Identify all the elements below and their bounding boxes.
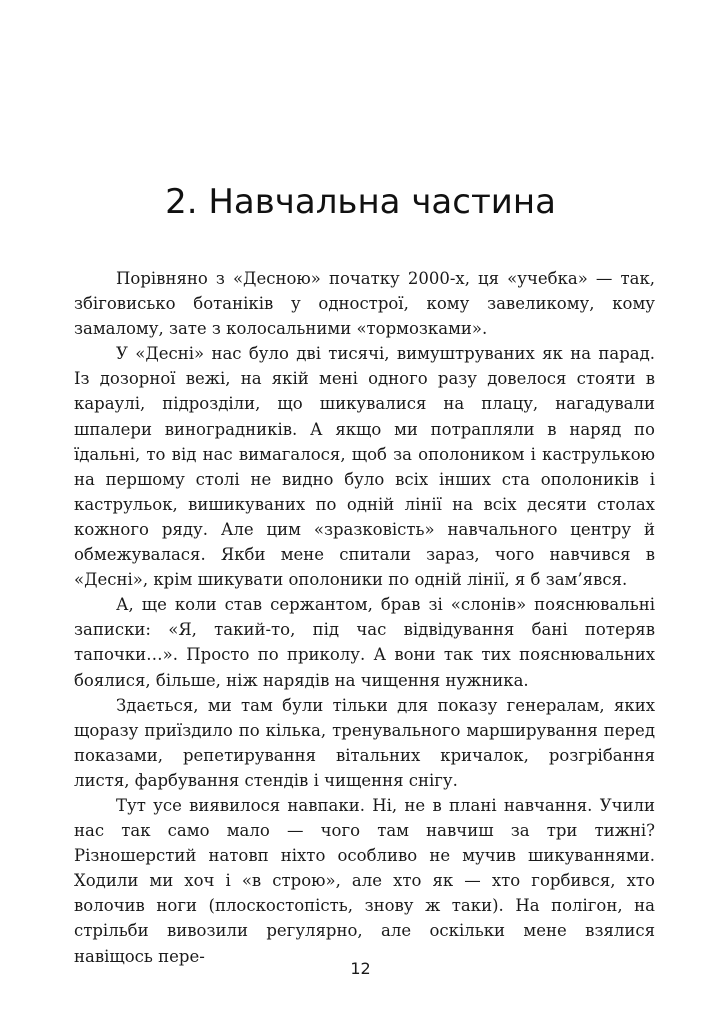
paragraph: Порівняно з «Десною» початку 2000-х, ця «учебка» — так, збіговисько ботаніків у однострої, кому завеликому, кому замалому, зате з колосальними «тормозками». — [74, 269, 655, 339]
chapter-body — [74, 266, 655, 969]
chapter-title: 2. Навчальна частина — [165, 182, 556, 222]
paragraph: Здається, ми там були тільки для показу генералам, яких щоразу приїздило по кілька, тренувального марширування перед показами, репетирування вітальних кричалок, розгрібання листя, фарбування стендів і чищення снігу. — [74, 695, 655, 790]
paragraph: У «Десні» нас було дві тисячі, вимуштруваних як на парад. Із дозорної вежі, на якій мені одного разу довелося стояти в караулі, підрозділи, що шикувалися на плацу, нагадували шпалери виноградників. А якщо ми потрапляли в наряд по їдальні, то від нас вимагалося, щоб за ополоником і каструлькою на першому столі не видно було всіх інших ста ополоників і каструльок, вишикуваних по одній лінії на всіх десяти столах кожного ряду. Але цим «зразковість» навчального центру й обмежувалася. Якби мене спитали зараз, чого навчився в «Десні», крім шикувати ополоники по одній лінії, я б зам’явся. — [74, 344, 655, 590]
paragraph: Тут усе виявилося навпаки. Ні, не в плані навчання. Учили нас так само мало — чого там навчиш за три тижні? Різношерстий натовп ніхто особливо не мучив шикуваннями. Ходили ми хоч і «в строю», але хто як — хто горбився, хто волочив ноги (плоскостопість, знову ж таки). На полігон, на стрільби вивозили регулярно, але оскільки мене взялися навіщось пере- — [74, 795, 655, 966]
page-number: 12 — [350, 959, 371, 978]
paragraph: А, ще коли став сержантом, брав зі «слонів» пояснювальні записки: «Я, такий-то, під час відвідування бані потеряв тапочки…». Просто по приколу. А вони так тих пояснювальних боялися, більше, ніж нарядів на чищення нужника. — [74, 595, 655, 690]
